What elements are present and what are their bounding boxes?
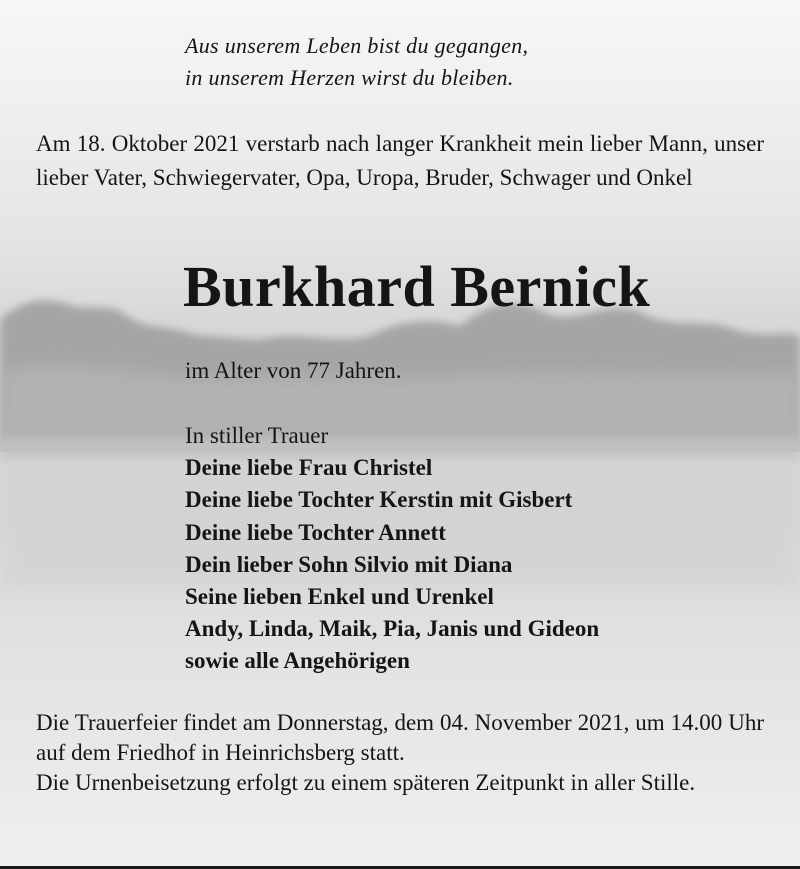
mourners-block [185, 420, 599, 678]
death-announcement-text: Am 18. Oktober 2021 verstarb nach langer Krankheit mein lieber Mann, unser lieber Vater, Schwiegervater, Opa, Uropa, Bruder, Schwager und Onkel [36, 131, 764, 190]
age-line: im Alter von 77 Jahren. [185, 358, 402, 383]
mourner-line: Deine liebe Frau Christel [185, 455, 433, 481]
mourner-line: Deine liebe Tochter Annett [185, 519, 446, 545]
mourner-line: Deine liebe Tochter Kerstin mit Gisbert [185, 487, 573, 513]
mourner-line: sowie alle Angehörigen [185, 648, 410, 674]
mourning-lead: In stiller Trauer [185, 423, 329, 448]
mourner-line: Seine lieben Enkel und Urenkel [185, 584, 494, 610]
motto [185, 30, 528, 94]
mourner-line: Andy, Linda, Maik, Pia, Janis und Gideon [185, 616, 600, 642]
motto-line-2: in unserem Herzen wirst du bleiben. [185, 65, 514, 90]
mourner-line: Dein lieber Sohn Silvio mit Diana [185, 551, 513, 577]
deceased-name: Burkhard Bernick [183, 254, 651, 319]
funeral-details [36, 708, 764, 798]
ceremony-text: Die Trauerfeier findet am Donnerstag, dem 04. November 2021, um 14.00 Uhr auf dem Friedhof in Heinrichsberg statt. [36, 710, 764, 765]
motto-line-1: Aus unserem Leben bist du gegangen, [185, 33, 529, 58]
burial-text: Die Urnenbeisetzung erfolgt zu einem späteren Zeitpunkt in aller Stille. [36, 770, 696, 795]
